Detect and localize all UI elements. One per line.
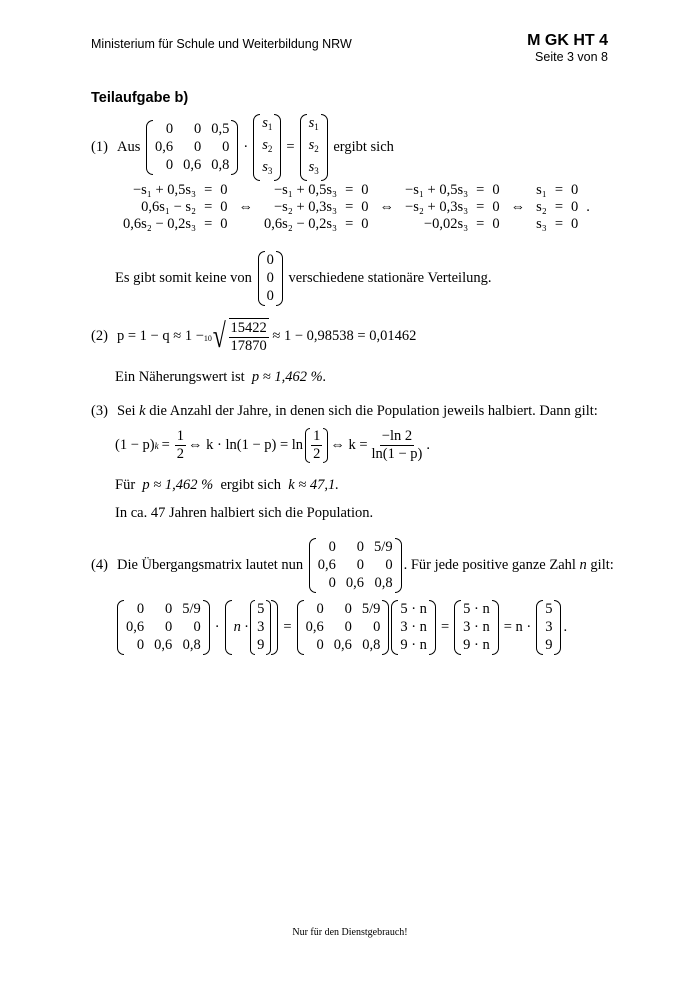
part-1-equation: (1) Aus 0 0 0,5 0,6 0 0 0 0,6 0,8 · $s_1$ $s_2$ $s_3$ = $s_1$ $s_2$ $s_3$ ergibt sich <box>91 114 394 181</box>
conclusion-line: In ca. 47 Jahren halbiert sich die Population. <box>115 505 374 521</box>
system-2: −s₁ + 0,5s₃ = 0 −s₂ + 0,3s₃ = 0 0,6s₂ − 0,2s₃ = 0 <box>264 182 369 232</box>
part-4-intro: (4) Die Übergangsmatrix lautet nun 0 0 5/9 0,6 0 0 0 0,6 0,8 . Für jede positive ganze Zahl n gilt: <box>91 539 614 591</box>
tenth-root: 10 √ $\frac{15422}{17870}$ <box>203 317 267 355</box>
transition-matrix: 0 0 0,5 0,6 0 0 0 0,6 0,8 <box>146 120 238 175</box>
header-right <box>527 32 608 64</box>
new-transition-matrix: 0 0 5/9 0,6 0 0 0 0,6 0,8 <box>309 538 402 593</box>
system-1: −s₁ + 0,5s₃ = 0 0,6s₁ − s₂ = 0 0,6s₂ − 0,2s₃ = 0 <box>123 182 228 232</box>
footer-note: Nur für den Dienstgebrauch! <box>292 927 408 938</box>
vector-s: $s_1$ $s_2$ $s_3$ <box>253 114 281 181</box>
part-3-intro: (3) Sei k die Anzahl der Jahre, in denen sich die Population jeweils halbiert. Dann gilt: <box>91 403 598 419</box>
page-number: Seite 3 von 8 <box>535 50 608 64</box>
system-3: −s₁ + 0,5s₃ = 0 −s₂ + 0,3s₃ = 0 −0,02s₃ = 0 <box>405 182 500 232</box>
ministry-name: Ministerium für Schule und Weiterbildung NRW <box>91 37 352 51</box>
ergibt-sich-text: ergibt sich <box>333 139 394 155</box>
equation-systems: −s₁ + 0,5s₃ = 0 0,6s₁ − s₂ = 0 0,6s₂ − 0,2s₃ = 0 ⇔ −s₁ + 0,5s₃ = 0 −s₂ + 0,3s₃ = 0 0,6s₂ − 0,2s₃ = 0 ⇔ −s₁ + 0,5s₃ = 0 −s₂ + 0,3s₃ = 0 −0,02s₃ = 0 ⇔ s₁ = 0 s₂ = 0 s₃ = 0 . <box>115 182 590 233</box>
system-4: s₁ = 0 s₂ = 0 s₃ = 0 <box>536 182 579 232</box>
part-2-equation: (2) p = 1 − q ≈ 1 − 10 √ $\frac{15422}{17870}$ ≈ 1 − 0,98538 = 0,01462 <box>91 317 417 355</box>
aus-text: Aus <box>117 139 141 155</box>
halving-equation: (1 − p) k = $\frac{1}{2}$ ⇔ k · ln(1 − p) = ln $\frac{1}{2}$ ⇔ k = $\frac{-\ln 2}{\ln(1 - p)}$ . <box>115 428 430 462</box>
half-paren: $\frac{1}{2}$ <box>305 428 328 463</box>
exam-code: M GK HT 4 <box>527 32 608 49</box>
zero-vector: 0 0 0 <box>258 251 283 306</box>
approx-line: Ein Näherungswert ist p ≈ 1,462 %. <box>115 369 327 385</box>
part-1-label: (1) <box>91 139 108 155</box>
for-p-line: Für p ≈ 1,462 % ergibt sich k ≈ 47,1. <box>115 477 339 493</box>
section-heading: Teilaufgabe b) <box>91 90 189 106</box>
stationary-check-equation: 0 0 5/9 0,6 0 0 0 0,6 0,8 · n · 5 3 9 = 0 0 5/9 0,6 0 0 0 0,6 0,8 5 · n 3 · n 9 · n = 5 · n 3 · n 9 · n = n · 5 3 9 . <box>115 600 567 655</box>
part-2-label: (2) <box>91 328 108 344</box>
vector-s-result: $s_1$ $s_2$ $s_3$ <box>300 114 328 181</box>
stationary-statement: Es gibt somit keine von 0 0 0 verschiedene stationäre Verteilung. <box>115 252 492 304</box>
